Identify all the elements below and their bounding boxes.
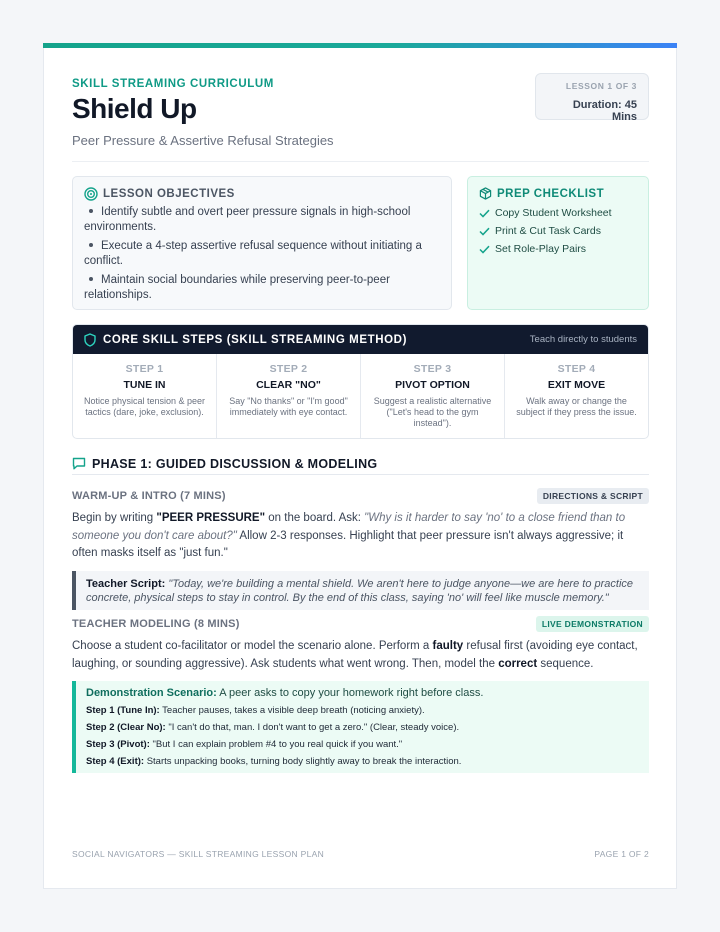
modeling-section xyxy=(72,616,649,773)
directions-tag: DIRECTIONS & SCRIPT xyxy=(537,488,649,504)
objective-item: Identify subtle and overt peer pressure signals in high-school environments. xyxy=(84,206,411,233)
step-description: Notice physical tension & peer tactics (dare, joke, exclusion). xyxy=(83,396,206,417)
prep-item: Copy Student Worksheet xyxy=(479,207,637,219)
step-description: Suggest a realistic alternative ("Let's head to the gym instead"). xyxy=(373,396,492,428)
objectives-card xyxy=(72,176,452,310)
scenario-step: Step 3 (Pivot): "But I can explain problem #4 to you real quick if you want." xyxy=(86,739,403,750)
core-note: Teach directly to students xyxy=(529,334,637,345)
package-icon xyxy=(479,187,492,200)
step-number: STEP 4 xyxy=(557,363,596,375)
check-icon xyxy=(479,245,490,254)
step-title: EXIT MOVE xyxy=(547,379,606,391)
skill-step xyxy=(217,354,361,438)
lesson-info-box xyxy=(535,73,649,123)
page-footer xyxy=(72,849,649,859)
step-title: TUNE IN xyxy=(123,379,166,391)
scenario-heading: Demonstration Scenario: A peer asks to copy your homework right before class. xyxy=(86,687,484,699)
scenario-step: Step 2 (Clear No): "I can't do that, man. I don't want to get a zero." (Clear, steady voice). xyxy=(86,722,460,733)
curriculum-label: SKILL STREAMING CURRICULUM xyxy=(72,78,274,90)
skill-step xyxy=(73,354,217,438)
skill-step xyxy=(505,354,648,438)
step-title: CLEAR "NO" xyxy=(256,379,321,391)
prep-heading: PREP CHECKLIST xyxy=(497,187,605,200)
section-title: WARM-UP & INTRO (7 MINS) xyxy=(72,490,226,502)
page-subtitle: Peer Pressure & Assertive Refusal Strategies xyxy=(72,133,334,148)
scenario-step: Step 4 (Exit): Starts unpacking books, turning body slightly away to break the interaction. xyxy=(86,756,462,767)
page-title: Shield Up xyxy=(72,93,197,124)
step-number: STEP 3 xyxy=(413,363,452,375)
core-heading: CORE SKILL STEPS (SKILL STREAMING METHOD) xyxy=(103,333,408,346)
step-title: PIVOT OPTION xyxy=(395,379,470,391)
step-number: STEP 2 xyxy=(269,363,308,375)
section-title: TEACHER MODELING (8 MINS) xyxy=(72,618,240,630)
skill-step xyxy=(361,354,505,438)
step-description: Say "No thanks" or "I'm good" immediately with eye contact. xyxy=(229,396,348,417)
step-description: Walk away or change the subject if they press the issue. xyxy=(516,396,637,417)
objective-item: Maintain social boundaries while preserving peer-to-peer relationships. xyxy=(84,274,390,301)
lesson-duration: Duration: 45 Mins xyxy=(572,99,637,123)
objectives-heading: LESSON OBJECTIVES xyxy=(103,188,235,200)
core-skill-steps xyxy=(72,324,649,439)
scenario-step: Step 1 (Tune In): Teacher pauses, takes a visible deep breath (noticing anxiety). xyxy=(86,705,425,716)
footer-left: SOCIAL NAVIGATORS — SKILL STREAMING LESSON PLAN xyxy=(72,849,325,859)
lesson-number: LESSON 1 OF 3 xyxy=(565,81,637,91)
check-icon xyxy=(479,227,490,236)
phase-heading: PHASE 1: GUIDED DISCUSSION & MODELING xyxy=(72,453,649,475)
prep-item: Print & Cut Task Cards xyxy=(479,225,637,237)
lesson-page xyxy=(43,43,677,889)
accent-bar xyxy=(43,43,677,48)
header-divider xyxy=(72,161,649,162)
objective-item: Execute a 4-step assertive refusal sequence without initiating a conflict. xyxy=(84,240,422,267)
prep-item: Set Role-Play Pairs xyxy=(479,243,637,255)
step-number: STEP 1 xyxy=(125,363,164,375)
live-demo-tag: LIVE DEMONSTRATION xyxy=(536,616,649,632)
teacher-script: Teacher Script: "Today, we're building a mental shield. We aren't here to judge anyone—we are here to practice concrete, physical steps to stay in control. By the end of this class, saying 'no' will feel like muscle memory." xyxy=(72,571,649,610)
demonstration-scenario xyxy=(72,681,649,773)
modeling-paragraph: Choose a student co-facilitator or model the scenario alone. Perform a faulty refusal first (avoiding eye contact, laughing, or sounding aggressive). Ask students what went wrong. Then, model the correct sequence. xyxy=(72,640,638,670)
warmup-section xyxy=(72,488,649,610)
chat-bubble-icon xyxy=(72,457,86,470)
page-number: PAGE 1 OF 2 xyxy=(594,849,649,859)
warmup-paragraph: Begin by writing "PEER PRESSURE" on the board. Ask: "Why is it harder to say 'no' to a close friend than to someone you don't care about?" Allow 2-3 responses. Highlight that peer pressure isn't always aggressive; it often masks itself as "just fun." xyxy=(72,512,626,559)
prep-checklist-card xyxy=(467,176,649,310)
shield-icon xyxy=(84,333,96,347)
check-icon xyxy=(479,209,490,218)
target-icon xyxy=(84,187,98,201)
